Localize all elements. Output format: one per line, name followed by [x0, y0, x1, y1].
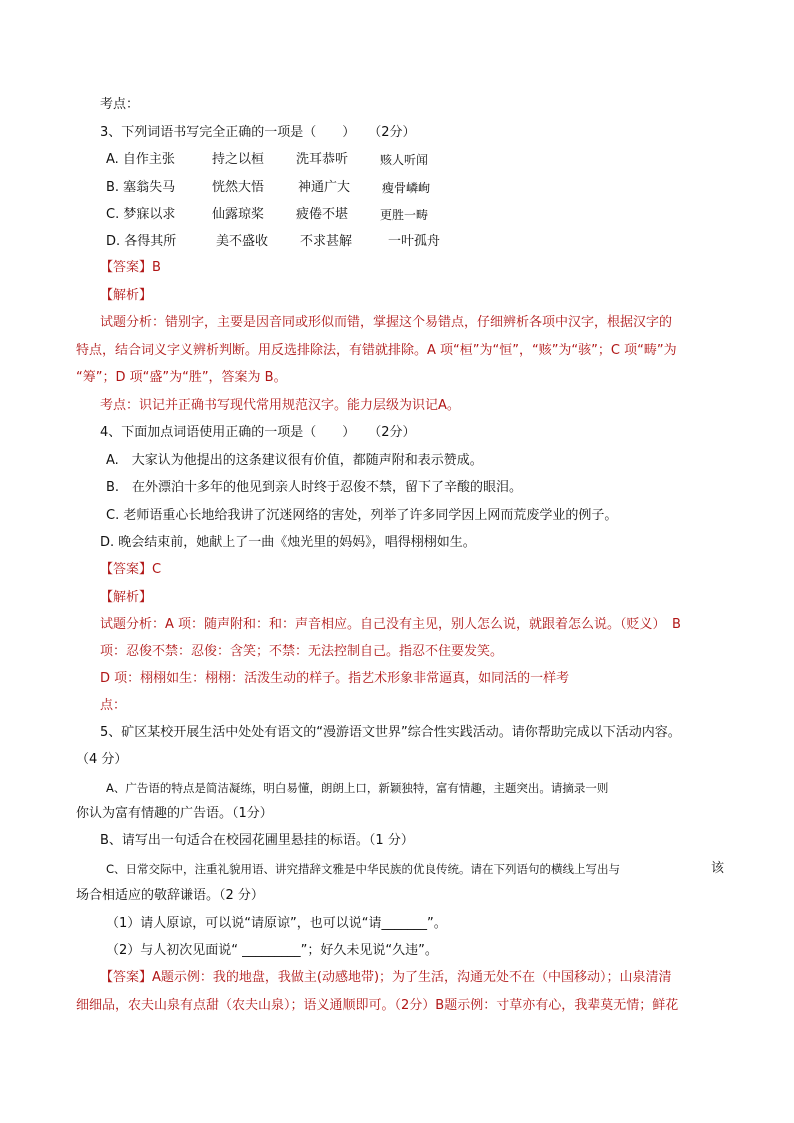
q3-analysis-line: “筹”；D 项“盛”为“胜”，答案为 B。 — [76, 370, 287, 385]
q3-analysis-line: 特点，结合词义字义辨析判断。用反选排除法，有错就排除。A 项“桓”为“恒”，“赅”为“骇”；C 项“畴”为 — [76, 343, 677, 358]
q5-sub-item-2: （2）与人初次见面说“ _________”；好久未见说“久违”。 — [106, 943, 438, 958]
q3-option-c — [106, 206, 666, 224]
q3-option-d — [106, 233, 666, 251]
q3-jiexi-label: 【解析】 — [100, 288, 153, 303]
q3-option-b — [106, 179, 666, 197]
q3-analysis-line: 试题分析：错别字，主要是因音同或形似而错，掌握这个易错点，仔细辨析各项中汉字，根据汉字的 — [100, 315, 673, 330]
q3-option-c-3: 疲倦不堪 — [296, 207, 349, 222]
q3-option-a — [106, 151, 666, 169]
q3-option-b-3: 神通广大 — [298, 180, 351, 195]
q5-answer-line: 【答案】A题示例：我的地盘，我做主(动感地带)；为了生活，沟通无处不在（中国移动）；山泉清清 — [100, 970, 672, 985]
q3-option-d-4: 一叶孤舟 — [388, 234, 441, 249]
q5-stem-score: （4 分） — [76, 752, 128, 767]
q3-option-d-1: D. 各得其所 — [106, 234, 177, 249]
q4-jiexi-label: 【解析】 — [100, 590, 153, 605]
q4-option-c: C. 老师语重心长地给我讲了沉迷网络的害处，列举了许多同学因上网而荒废学业的例子。 — [106, 508, 618, 523]
kaodian-label: 考点： — [100, 97, 140, 112]
q4-option-a: A. 大家认为他提出的这条建议很有价值，都随声附和表示赞成。 — [106, 453, 483, 468]
q3-option-a-4: 赅人听闻 — [380, 153, 429, 167]
q3-option-b-2: 恍然大悟 — [212, 180, 265, 195]
q4-option-b: B. 在外漂泊十多年的他见到亲人时终于忍俊不禁，留下了辛酸的眼泪。 — [106, 480, 523, 495]
q5-c-line: C、日常交际中，注重礼貌用语、讲究措辞文雅是中华民族的优良传统。请在下列语句的横线上写出与 — [106, 862, 621, 876]
q3-option-b-4: 瘦骨嶙峋 — [382, 181, 431, 195]
q3-option-a-2: 持之以桓 — [212, 152, 265, 167]
q4-stem: 4、下面加点词语使用正确的一项是（ ） （2分） — [100, 425, 416, 440]
q4-analysis-line: D 项：栩栩如生：栩栩：活泼生动的样子。指艺术形象非常逼真，如同活的一样考 — [100, 671, 570, 686]
q5-c-line-tail: 该 — [711, 861, 725, 876]
q5-sub-item-1: （1）请人原谅，可以说“请原谅”，也可以说“请_______”。 — [106, 916, 447, 931]
q3-option-c-1: C. 梦寐以求 — [106, 207, 176, 222]
q5-c-line: 场合相适应的敬辞谦语。（2 分） — [76, 888, 264, 903]
q4-analysis-line: 点： — [100, 698, 127, 713]
q5-a-line: A、广告语的特点是简洁凝练，明白易懂，朗朗上口，新颖独特，富有情趣，主题突出。请摘录一则 — [106, 781, 609, 795]
q5-b-line: B、请写出一句适合在校园花圃里悬挂的标语。（1 分） — [100, 833, 414, 848]
q4-analysis-line: 项：忍俊不禁：忍俊：含笑；不禁：无法控制自己。指忍不住要发笑。 — [100, 644, 504, 659]
q3-option-c-2: 仙露琼桨 — [212, 207, 265, 222]
q3-option-a-1: A. 自作主张 — [106, 152, 175, 167]
q4-analysis-line: 试题分析：A 项：随声附和：和：声音相应。自己没有主见，别人怎么说，就跟着怎么说。（贬义） B — [100, 617, 681, 632]
q3-option-d-2: 美不盛收 — [216, 234, 269, 249]
q5-stem: 5、矿区某校开展生活中处处有语文的“漫游语文世界”综合性实践活动。请你帮助完成以下活动内容。 — [100, 725, 681, 740]
q5-a-line: 你认为富有情趣的广告语。（1分） — [76, 806, 273, 821]
q4-option-d: D. 晚会结束前，她献上了一曲《烛光里的妈妈》，唱得栩栩如生。 — [100, 535, 476, 550]
q3-answer: 【答案】B — [100, 260, 161, 275]
q5-answer-line: 细细品，农夫山泉有点甜（农夫山泉）；语义通顺即可。（2分）B题示例：寸草亦有心，我辈莫无情；鲜花 — [76, 998, 679, 1013]
q3-option-b-1: B. 塞翁失马 — [106, 180, 176, 195]
q3-option-a-3: 洗耳恭听 — [296, 152, 349, 167]
q3-option-c-4: 更胜一畴 — [380, 208, 429, 222]
q3-option-d-3: 不求甚解 — [300, 234, 353, 249]
q3-kaodian: 考点：识记并正确书写现代常用规范汉字。能力层级为识记A。 — [100, 398, 460, 413]
q3-stem: 3、下列词语书写完全正确的一项是（ ） （2分） — [100, 125, 416, 140]
q4-answer: 【答案】C — [100, 562, 162, 577]
